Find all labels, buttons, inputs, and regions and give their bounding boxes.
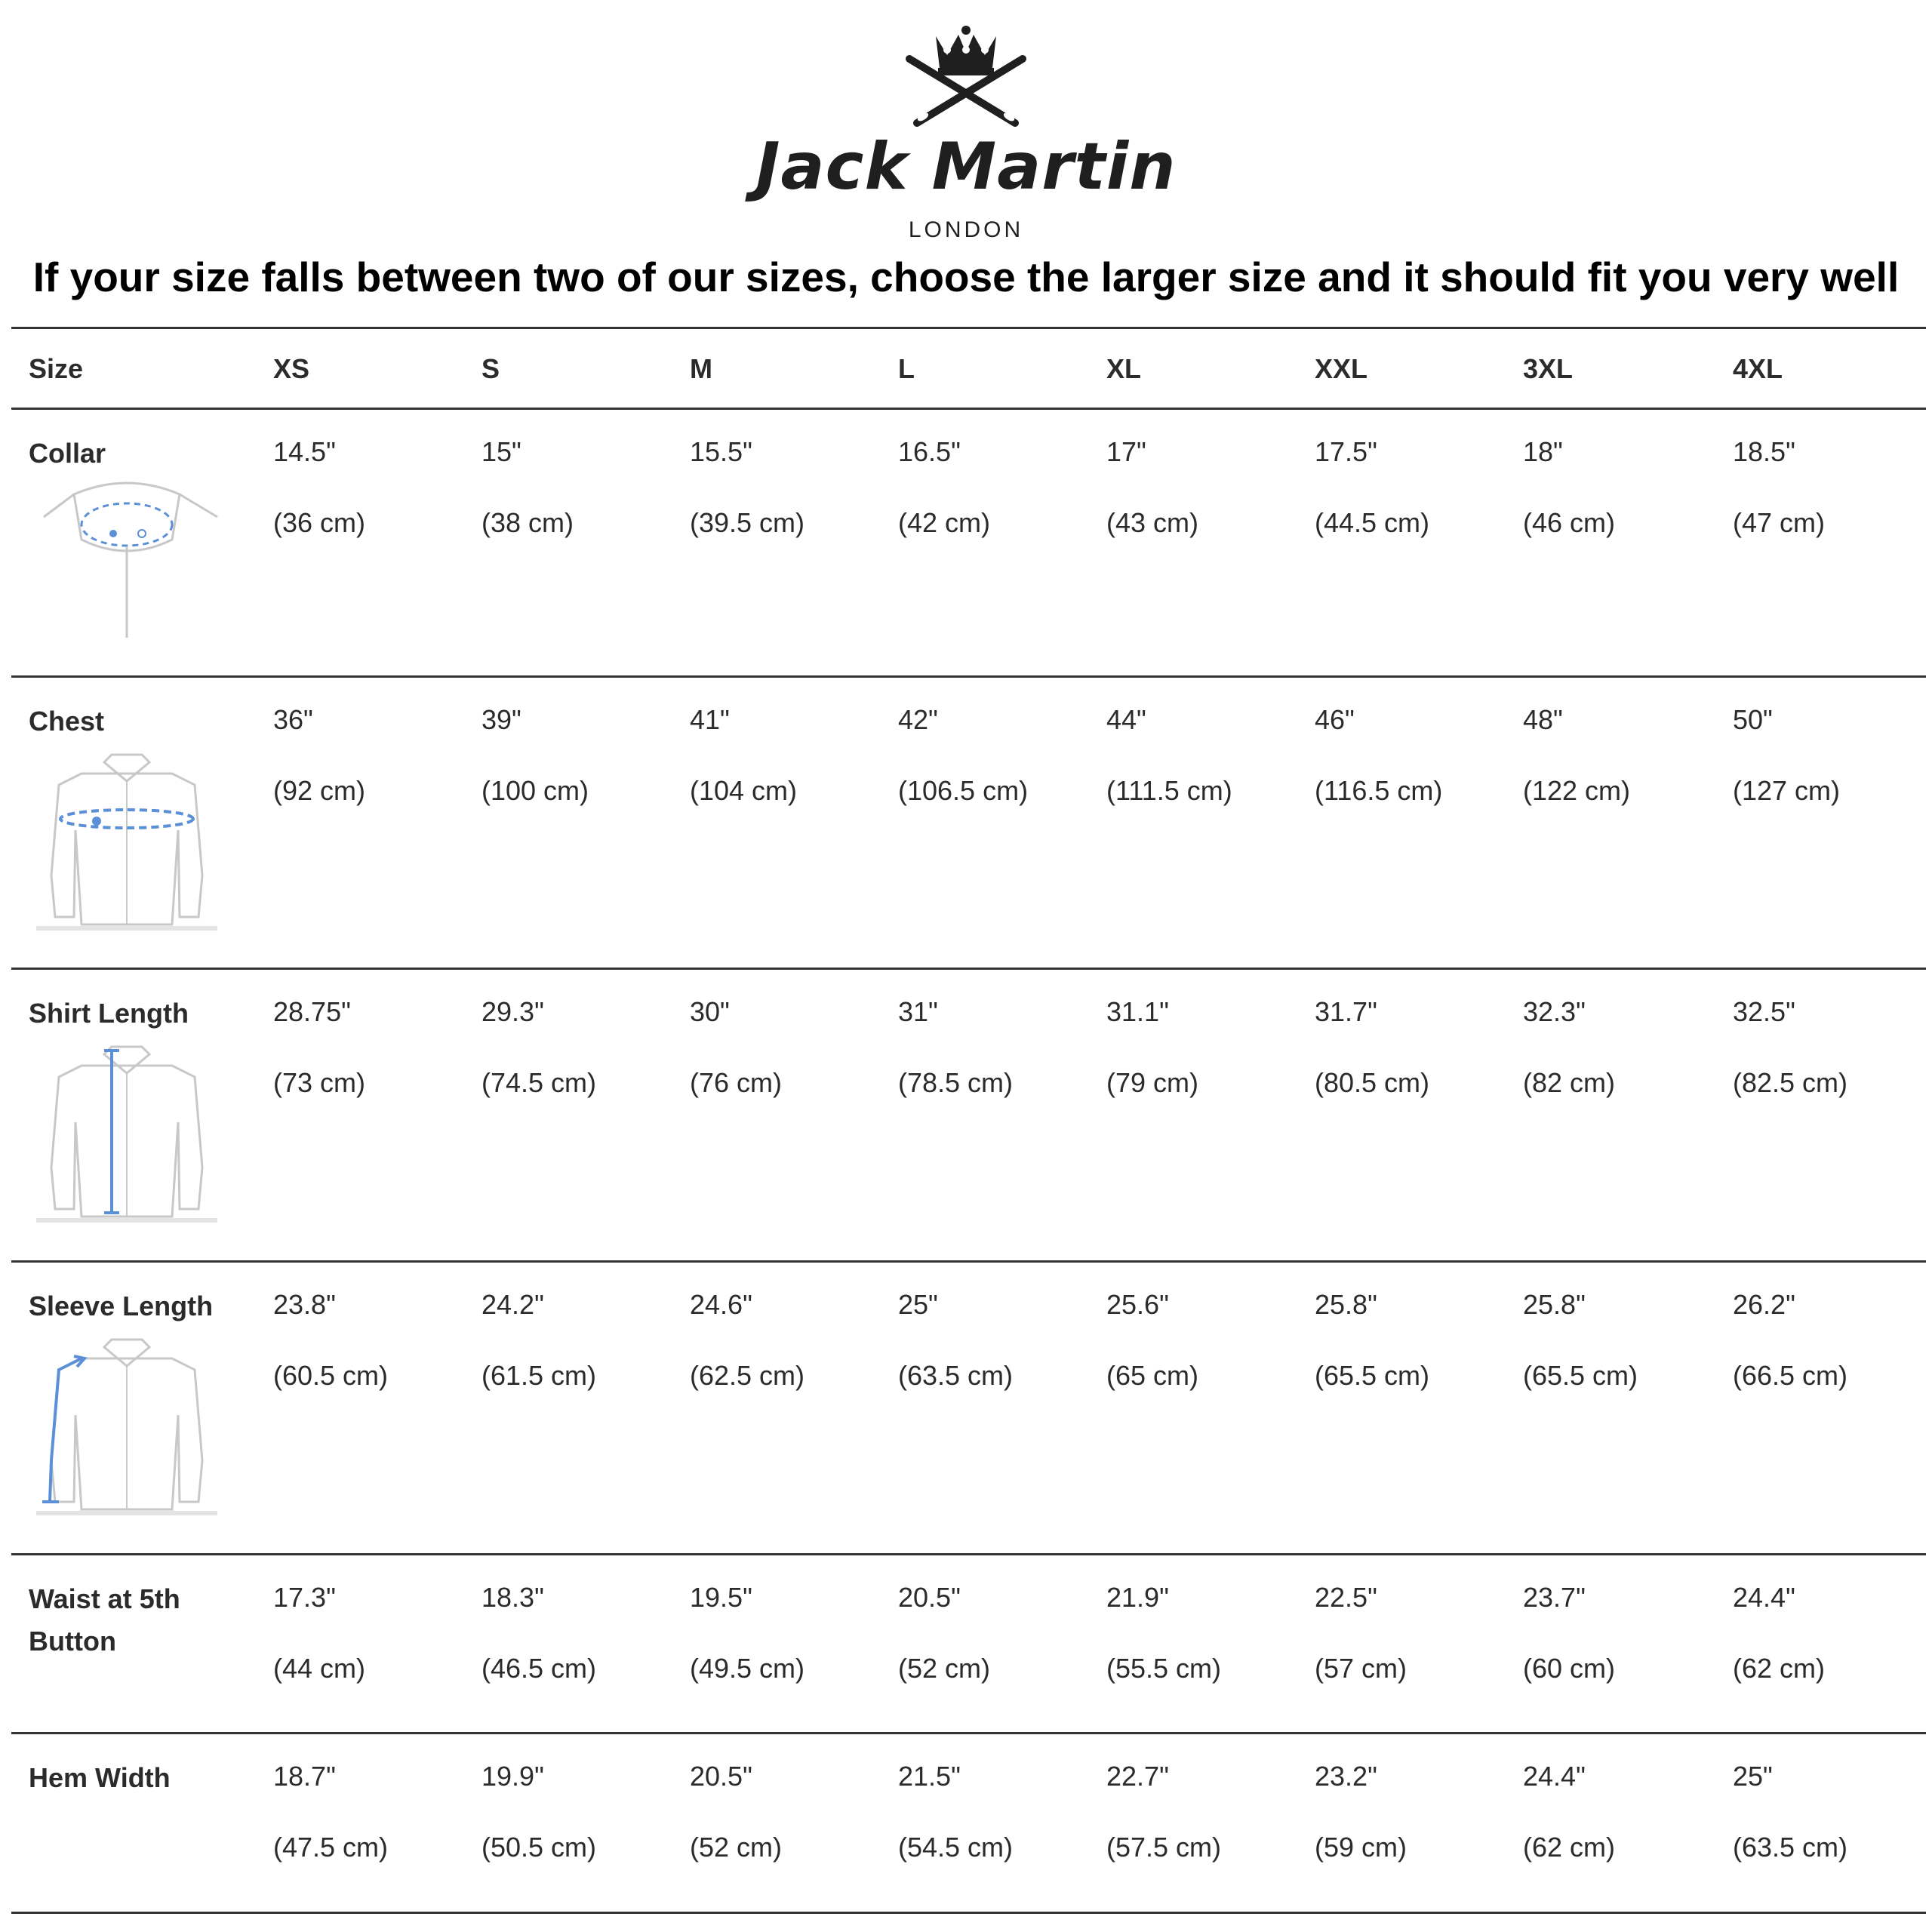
measurement-inches: 16.5" bbox=[898, 436, 961, 467]
measurement-inches: 17.5" bbox=[1315, 436, 1377, 467]
measurement-cm: (66.5 cm) bbox=[1733, 1360, 1848, 1391]
size-header-3xl: 3XL bbox=[1523, 353, 1574, 384]
measurement-cm: (78.5 cm) bbox=[898, 1067, 1014, 1098]
measurement-cm: (38 cm) bbox=[481, 507, 574, 538]
table-divider bbox=[11, 327, 1926, 329]
measurement-inches: 22.7" bbox=[1106, 1761, 1169, 1792]
measurement-inches: 30" bbox=[690, 996, 730, 1027]
table-divider bbox=[11, 968, 1926, 970]
row-label: Waist at 5th Button bbox=[29, 1583, 180, 1657]
measurement-inches: 25.6" bbox=[1106, 1289, 1169, 1320]
measurement-cm: (61.5 cm) bbox=[481, 1360, 597, 1391]
sleeve-length-diagram bbox=[29, 1324, 225, 1521]
measurement-cm: (122 cm) bbox=[1523, 775, 1631, 806]
measurement-cm: (65 cm) bbox=[1106, 1360, 1199, 1391]
measurement-inches: 31.1" bbox=[1106, 996, 1169, 1027]
size-header-xxl: XXL bbox=[1315, 353, 1368, 384]
brand-logo bbox=[0, 21, 1932, 242]
measurement-cm: (52 cm) bbox=[898, 1653, 991, 1684]
measurement-inches: 19.5" bbox=[690, 1582, 752, 1613]
measurement-cm: (47 cm) bbox=[1733, 507, 1826, 538]
measurement-inches: 23.2" bbox=[1315, 1761, 1377, 1792]
measurement-inches: 42" bbox=[898, 704, 938, 735]
measurement-inches: 31.7" bbox=[1315, 996, 1377, 1027]
measurement-inches: 18.5" bbox=[1733, 436, 1795, 467]
measurement-inches: 24.2" bbox=[481, 1289, 544, 1320]
table-divider bbox=[11, 1553, 1926, 1555]
measurement-cm: (54.5 cm) bbox=[898, 1832, 1014, 1863]
measurement-cm: (43 cm) bbox=[1106, 507, 1199, 538]
measurement-inches: 24.4" bbox=[1523, 1761, 1586, 1792]
measurement-cm: (60 cm) bbox=[1523, 1653, 1616, 1684]
measurement-inches: 25" bbox=[898, 1289, 938, 1320]
measurement-cm: (42 cm) bbox=[898, 507, 991, 538]
measurement-cm: (39.5 cm) bbox=[690, 507, 805, 538]
measurement-inches: 48" bbox=[1523, 704, 1563, 735]
measurement-inches: 44" bbox=[1106, 704, 1146, 735]
measurement-cm: (82 cm) bbox=[1523, 1067, 1616, 1098]
crown-crossed-needles-icon bbox=[894, 21, 1038, 127]
measurement-inches: 18" bbox=[1523, 436, 1563, 467]
row-label: Shirt Length bbox=[29, 998, 189, 1029]
measurement-cm: (47.5 cm) bbox=[273, 1832, 389, 1863]
brand-subtitle: LONDON bbox=[908, 217, 1024, 242]
measurement-inches: 22.5" bbox=[1315, 1582, 1377, 1613]
table-divider bbox=[11, 408, 1926, 410]
measurement-cm: (92 cm) bbox=[273, 775, 366, 806]
measurement-cm: (44 cm) bbox=[273, 1653, 366, 1684]
chest-diagram bbox=[29, 740, 225, 936]
measurement-inches: 31" bbox=[898, 996, 938, 1027]
table-divider bbox=[11, 675, 1926, 678]
measurement-inches: 24.6" bbox=[690, 1289, 752, 1320]
measurement-cm: (104 cm) bbox=[690, 775, 798, 806]
measurement-inches: 25.8" bbox=[1523, 1289, 1586, 1320]
measurement-inches: 18.3" bbox=[481, 1582, 544, 1613]
size-header-label: Size bbox=[29, 353, 84, 384]
measurement-cm: (80.5 cm) bbox=[1315, 1067, 1430, 1098]
measurement-cm: (62 cm) bbox=[1733, 1653, 1826, 1684]
measurement-cm: (57.5 cm) bbox=[1106, 1832, 1222, 1863]
measurement-cm: (52 cm) bbox=[690, 1832, 783, 1863]
measurement-cm: (36 cm) bbox=[273, 507, 366, 538]
measurement-cm: (111.5 cm) bbox=[1106, 775, 1232, 806]
row-label: Chest bbox=[29, 706, 105, 737]
measurement-inches: 23.8" bbox=[273, 1289, 336, 1320]
measurement-cm: (55.5 cm) bbox=[1106, 1653, 1222, 1684]
measurement-cm: (82.5 cm) bbox=[1733, 1067, 1848, 1098]
size-header-m: M bbox=[690, 353, 712, 384]
size-header-s: S bbox=[481, 353, 500, 384]
measurement-cm: (60.5 cm) bbox=[273, 1360, 389, 1391]
measurement-cm: (73 cm) bbox=[273, 1067, 366, 1098]
size-header-xl: XL bbox=[1106, 353, 1142, 384]
table-divider bbox=[11, 1732, 1926, 1734]
brand-name: Jack Martin bbox=[755, 129, 1177, 205]
measurement-cm: (59 cm) bbox=[1315, 1832, 1407, 1863]
shirt-length-diagram bbox=[29, 1032, 225, 1228]
measurement-cm: (46.5 cm) bbox=[481, 1653, 597, 1684]
measurement-inches: 24.4" bbox=[1733, 1582, 1795, 1613]
row-label: Hem Width bbox=[29, 1762, 171, 1793]
measurement-cm: (57 cm) bbox=[1315, 1653, 1407, 1684]
collar-diagram bbox=[29, 472, 225, 638]
size-header-xs: XS bbox=[273, 353, 310, 384]
row-label: Collar bbox=[29, 438, 106, 469]
measurement-inches: 19.9" bbox=[481, 1761, 544, 1792]
measurement-inches: 25" bbox=[1733, 1761, 1773, 1792]
measurement-cm: (74.5 cm) bbox=[481, 1067, 597, 1098]
size-header-4xl: 4XL bbox=[1733, 353, 1783, 384]
measurement-inches: 21.9" bbox=[1106, 1582, 1169, 1613]
measurement-inches: 21.5" bbox=[898, 1761, 961, 1792]
measurement-inches: 32.5" bbox=[1733, 996, 1795, 1027]
measurement-inches: 25.8" bbox=[1315, 1289, 1377, 1320]
measurement-inches: 39" bbox=[481, 704, 521, 735]
table-divider bbox=[11, 1260, 1926, 1263]
measurement-inches: 15.5" bbox=[690, 436, 752, 467]
measurement-cm: (49.5 cm) bbox=[690, 1653, 805, 1684]
measurement-cm: (100 cm) bbox=[481, 775, 589, 806]
measurement-inches: 20.5" bbox=[898, 1582, 961, 1613]
measurement-inches: 15" bbox=[481, 436, 521, 467]
measurement-cm: (76 cm) bbox=[690, 1067, 783, 1098]
measurement-cm: (63.5 cm) bbox=[1733, 1832, 1848, 1863]
measurement-inches: 20.5" bbox=[690, 1761, 752, 1792]
row-label: Sleeve Length bbox=[29, 1291, 214, 1321]
measurement-cm: (65.5 cm) bbox=[1523, 1360, 1638, 1391]
measurement-inches: 28.75" bbox=[273, 996, 351, 1027]
measurement-inches: 32.3" bbox=[1523, 996, 1586, 1027]
size-header-l: L bbox=[898, 353, 915, 384]
measurement-inches: 14.5" bbox=[273, 436, 336, 467]
measurement-inches: 17" bbox=[1106, 436, 1146, 467]
measurement-cm: (127 cm) bbox=[1733, 775, 1841, 806]
measurement-inches: 29.3" bbox=[481, 996, 544, 1027]
measurement-inches: 17.3" bbox=[273, 1582, 336, 1613]
measurement-inches: 46" bbox=[1315, 704, 1355, 735]
measurement-inches: 36" bbox=[273, 704, 313, 735]
measurement-cm: (63.5 cm) bbox=[898, 1360, 1014, 1391]
measurement-inches: 50" bbox=[1733, 704, 1773, 735]
measurement-cm: (50.5 cm) bbox=[481, 1832, 597, 1863]
measurement-inches: 18.7" bbox=[273, 1761, 336, 1792]
measurement-cm: (79 cm) bbox=[1106, 1067, 1199, 1098]
measurement-inches: 23.7" bbox=[1523, 1582, 1586, 1613]
measurement-cm: (65.5 cm) bbox=[1315, 1360, 1430, 1391]
measurement-cm: (62 cm) bbox=[1523, 1832, 1616, 1863]
measurement-cm: (62.5 cm) bbox=[690, 1360, 805, 1391]
measurement-inches: 26.2" bbox=[1733, 1289, 1795, 1320]
measurement-cm: (116.5 cm) bbox=[1315, 775, 1443, 806]
size-advice-text: If your size falls between two of our sizes, choose the larger size and it should fit you very well bbox=[32, 254, 1900, 300]
measurement-cm: (106.5 cm) bbox=[898, 775, 1029, 806]
table-divider bbox=[11, 1912, 1926, 1914]
measurement-cm: (46 cm) bbox=[1523, 507, 1616, 538]
measurement-cm: (44.5 cm) bbox=[1315, 507, 1430, 538]
measurement-inches: 41" bbox=[690, 704, 730, 735]
